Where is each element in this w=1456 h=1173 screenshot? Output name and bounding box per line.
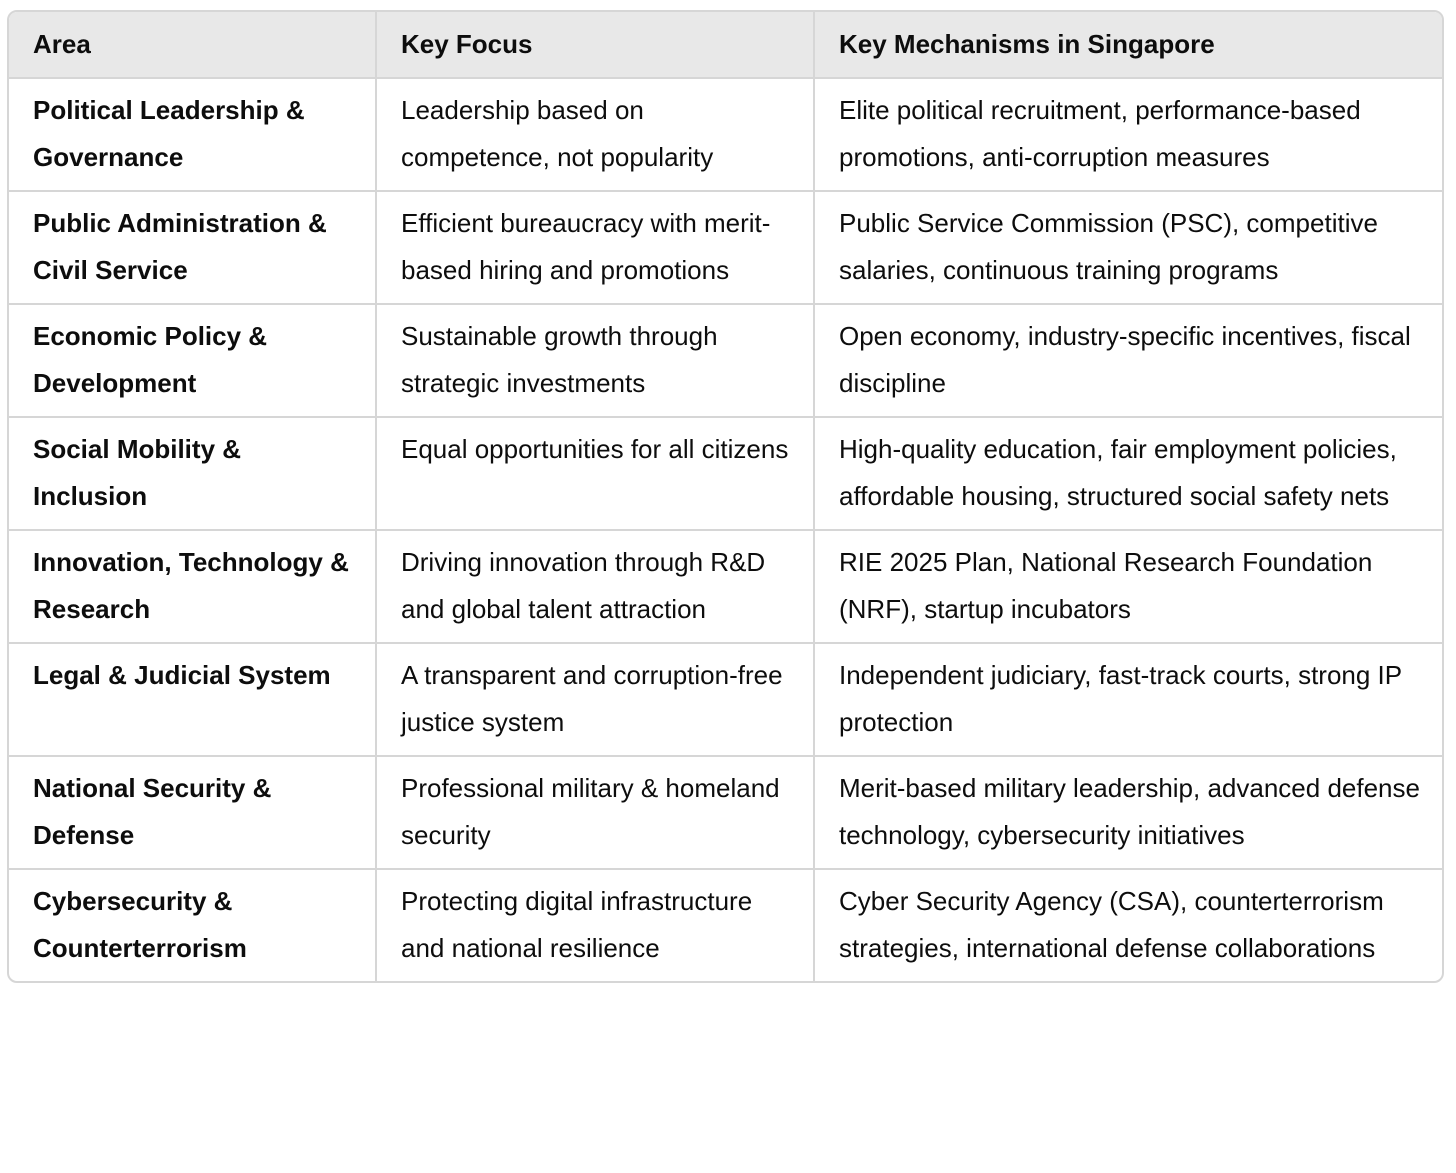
table-row <box>9 417 1442 530</box>
column-header-area: Area <box>9 12 376 78</box>
key-mechanisms-cell: High-quality education, fair employment policies, affordable housing, structured social safety nets <box>814 417 1442 530</box>
column-header-key-mechanisms: Key Mechanisms in Singapore <box>814 12 1442 78</box>
table-row <box>9 756 1442 869</box>
key-focus-cell: Sustainable growth through strategic investments <box>376 304 814 417</box>
table-row <box>9 78 1442 191</box>
table-row <box>9 869 1442 981</box>
key-mechanisms-cell: Public Service Commission (PSC), competitive salaries, continuous training programs <box>814 191 1442 304</box>
area-cell: Public Administration & Civil Service <box>9 191 376 304</box>
policy-table-container <box>7 10 1444 983</box>
key-focus-cell: Protecting digital infrastructure and national resilience <box>376 869 814 981</box>
policy-table <box>9 12 1442 981</box>
column-header-key-focus: Key Focus <box>376 12 814 78</box>
area-cell: National Security & Defense <box>9 756 376 869</box>
key-focus-cell: A transparent and corruption-free justice system <box>376 643 814 756</box>
key-mechanisms-cell: Cyber Security Agency (CSA), counterterrorism strategies, international defense collaborations <box>839 886 1384 963</box>
table-body <box>9 78 1442 981</box>
table-row <box>9 643 1442 756</box>
key-focus-cell: Efficient bureaucracy with merit-based hiring and promotions <box>376 191 814 304</box>
key-focus-cell: Professional military & homeland security <box>376 756 814 869</box>
key-focus-cell: Driving innovation through R&D and global talent attraction <box>376 530 814 643</box>
key-mechanisms-cell: Elite political recruitment, performance-based promotions, anti-corruption measures <box>814 78 1442 191</box>
table-row <box>9 530 1442 643</box>
key-mechanisms-cell: Merit-based military leadership, advanced defense technology, cybersecurity initiatives <box>814 756 1442 869</box>
area-cell: Legal & Judicial System <box>9 643 376 756</box>
table-header <box>9 12 1442 78</box>
area-cell: Cybersecurity & Counterterrorism <box>9 869 376 981</box>
area-cell: Economic Policy & Development <box>9 304 376 417</box>
key-mechanisms-cell: Open economy, industry-specific incentives, fiscal discipline <box>814 304 1442 417</box>
key-mechanisms-cell: RIE 2025 Plan, National Research Foundation (NRF), startup incubators <box>814 530 1442 643</box>
area-cell: Political Leadership & Governance <box>9 78 376 191</box>
table-row <box>9 191 1442 304</box>
key-focus-cell: Leadership based on competence, not popularity <box>376 78 814 191</box>
area-cell: Innovation, Technology & Research <box>9 530 376 643</box>
key-mechanisms-cell: Independent judiciary, fast-track courts, strong IP protection <box>814 643 1442 756</box>
area-cell: Social Mobility & Inclusion <box>9 417 376 530</box>
header-row <box>9 12 1442 78</box>
key-focus-cell: Equal opportunities for all citizens <box>376 417 814 530</box>
table-row <box>9 304 1442 417</box>
